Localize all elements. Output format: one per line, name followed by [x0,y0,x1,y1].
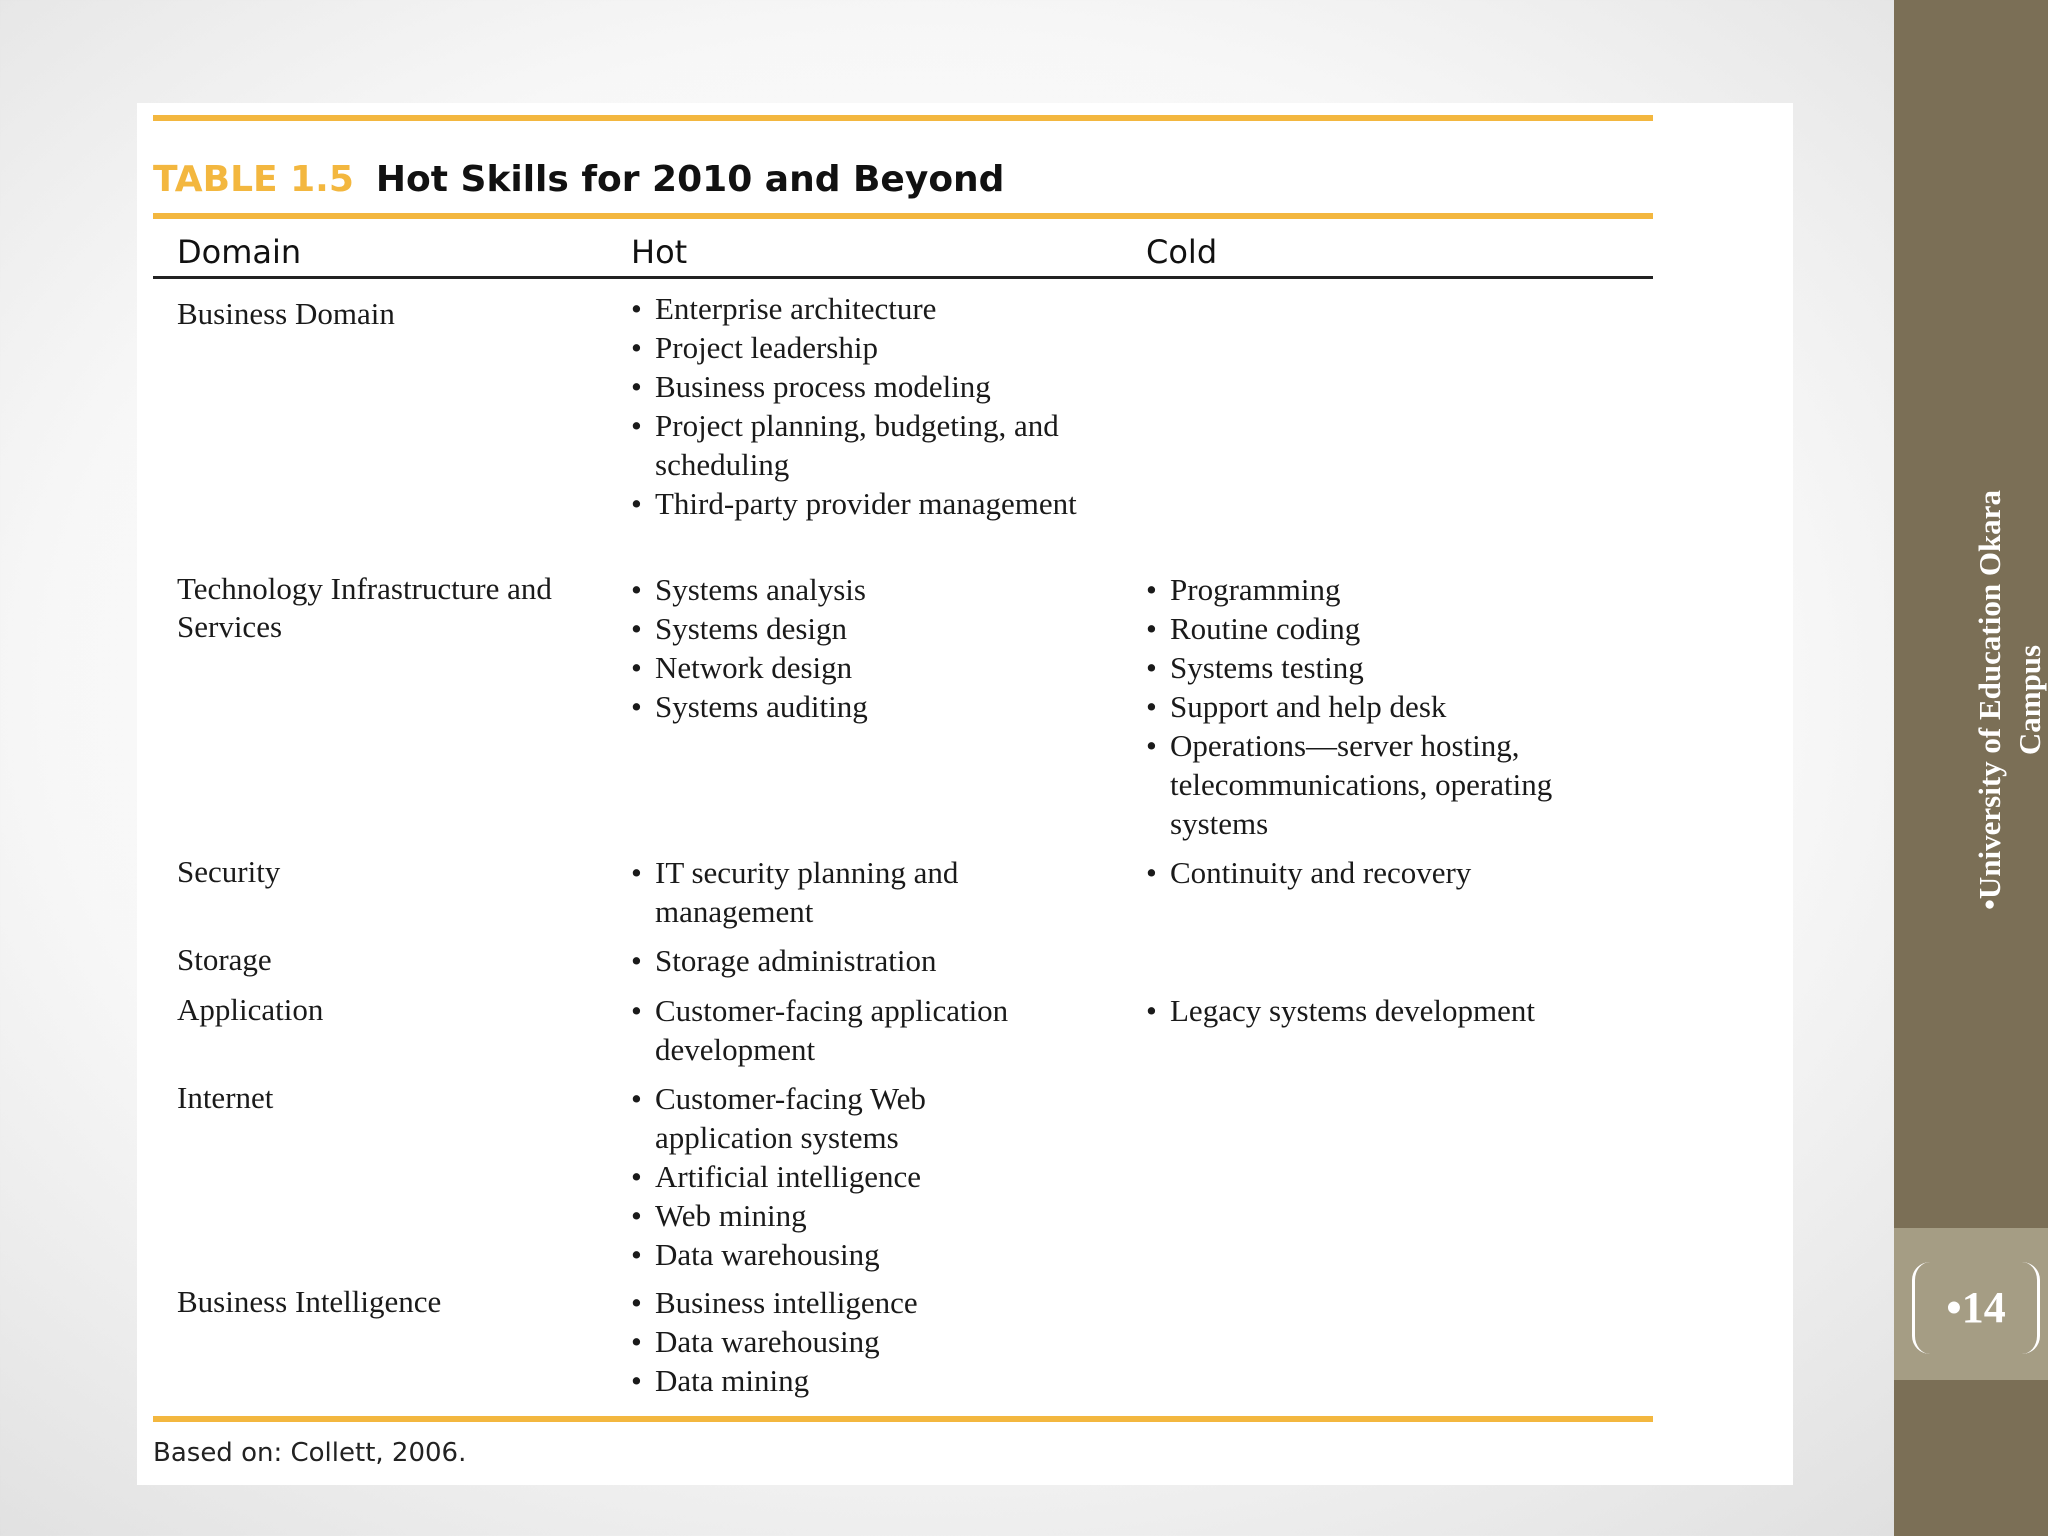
column-header-cold: Cold [1146,233,1218,271]
list-item: • Systems analysis [631,570,1131,609]
cold-skills-list [1146,570,1586,843]
domain-cell: Internet [177,1080,274,1115]
page-number: •14 [1946,1283,2006,1332]
list-item: • Data mining [631,1361,1131,1400]
table-title-text: Hot Skills for 2010 and Beyond [375,159,1005,200]
table-title [153,159,1004,200]
domain-cell: Storage [177,942,272,977]
hot-skills-list [631,991,1131,1069]
list-item: • Programming [1146,570,1586,609]
list-item: • Legacy systems development [1146,991,1616,1030]
list-item: • Project leadership [631,328,1131,367]
table-number: TABLE 1.5 [153,159,354,200]
domain-cell: Security [177,854,281,889]
list-item: • Continuity and recovery [1146,853,1616,892]
hot-skills-list [631,853,1071,931]
cold-skills-list [1146,853,1616,892]
column-header-hot: Hot [631,233,688,271]
hot-skills-list [631,570,1131,726]
list-item: • Routine coding [1146,609,1586,648]
list-item: • Operations—server hosting, telecommunications, operating systems [1146,726,1586,843]
list-item: • Systems testing [1146,648,1586,687]
list-item: • Systems design [631,609,1131,648]
header-rule [153,276,1653,279]
footer-text: •University of Education Okara Campus [1972,490,2047,910]
list-item: • Network design [631,648,1131,687]
cold-skills-list [1146,991,1616,1030]
table-image [137,103,1793,1485]
column-header-domain: Domain [177,233,302,271]
list-item: • Customer-facing Web application systems [631,1079,1031,1157]
list-item: • Systems auditing [631,687,1131,726]
list-item: • Data warehousing [631,1322,1131,1361]
hot-skills-list [631,941,1131,980]
hot-skills-list [631,289,1131,523]
list-item: • Third-party provider management [631,484,1131,523]
hot-skills-list [631,1079,1031,1274]
list-item: • Project planning, budgeting, and scheduling [631,406,1131,484]
domain-cell: Technology Infrastructure and Services [177,571,552,644]
domain-cell: Business Intelligence [177,1284,442,1319]
title-rule [153,213,1653,219]
domain-cell: Application [177,992,324,1027]
bottom-rule [153,1416,1653,1422]
list-item: • Artificial intelligence [631,1157,1031,1196]
list-item: • Business intelligence [631,1283,1131,1322]
top-rule [153,115,1653,121]
list-item: • Customer-facing application development [631,991,1131,1069]
list-item: • Web mining [631,1196,1031,1235]
list-item: • Data warehousing [631,1235,1031,1274]
list-item: • Business process modeling [631,367,1131,406]
list-item: • Support and help desk [1146,687,1586,726]
list-item: • Storage administration [631,941,1131,980]
hot-skills-list [631,1283,1131,1400]
list-item: • IT security planning and management [631,853,1071,931]
list-item: • Enterprise architecture [631,289,1131,328]
source-note: Based on: Collett, 2006. [153,1438,467,1468]
domain-cell: Business Domain [177,296,395,331]
